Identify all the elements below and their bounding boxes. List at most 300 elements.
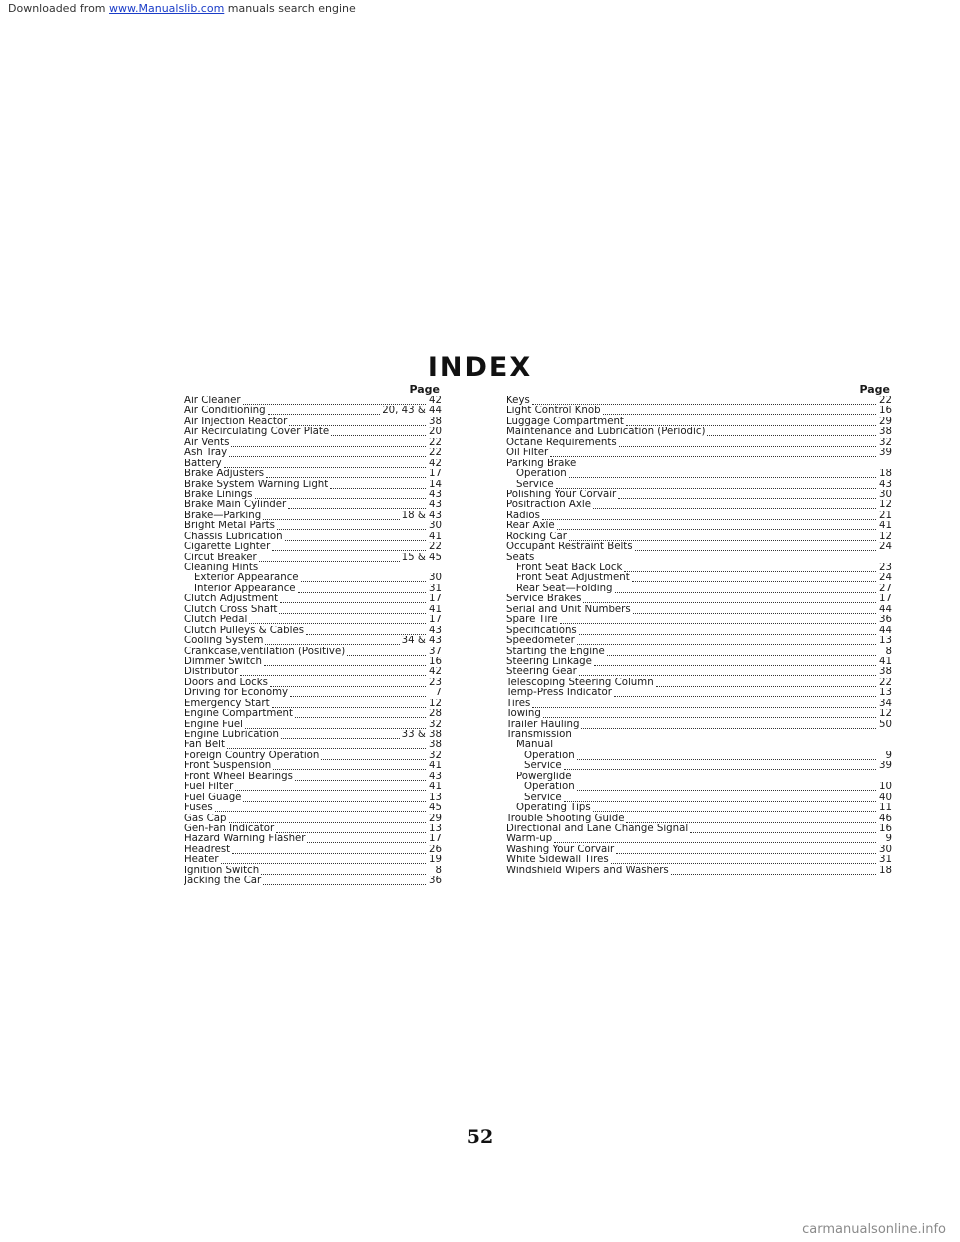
index-entry	[184, 751, 442, 761]
entry-label: Engine Lubrication	[184, 730, 279, 740]
entry-page: 42	[429, 396, 442, 406]
leader-dots	[295, 710, 426, 718]
entry-page: 8	[435, 865, 442, 876]
index-list-left	[184, 396, 442, 887]
entry-page: 29	[429, 813, 442, 824]
leader-dots	[272, 543, 426, 551]
entry-page: 39	[879, 448, 892, 459]
leader-dots	[224, 460, 426, 468]
index-entry	[506, 532, 892, 542]
leader-dots	[306, 627, 426, 635]
leader-dots	[331, 428, 426, 436]
index-entry	[184, 448, 442, 458]
entry-page: 34 & 43	[401, 636, 442, 647]
index-entry	[506, 438, 892, 448]
leader-dots	[632, 574, 876, 582]
entry-page: 18	[879, 865, 892, 876]
entry-page: 42	[429, 667, 442, 678]
index-entry	[184, 490, 442, 500]
index-entry	[506, 845, 892, 855]
entry-page: 16	[879, 823, 892, 834]
entry-page: 43	[429, 625, 442, 636]
leader-dots	[554, 835, 876, 843]
entry-page: 24	[879, 573, 892, 584]
index-entry	[184, 647, 442, 657]
entry-page: 22	[429, 448, 442, 459]
entry-label: Steering Gear	[506, 667, 577, 678]
entry-label: Exterior Appearance	[194, 573, 299, 584]
index-list-right	[506, 396, 892, 876]
leader-dots	[560, 616, 876, 624]
entry-label: Dimmer Switch	[184, 656, 262, 667]
page-number: 52	[466, 1126, 494, 1148]
index-entry	[184, 803, 442, 813]
index-entry	[184, 720, 442, 730]
index-entry	[506, 772, 892, 782]
index-entry	[184, 553, 442, 563]
entry-page: 12	[879, 531, 892, 542]
leader-dots	[229, 449, 426, 457]
entry-label: Octane Requirements	[506, 437, 617, 448]
entry-page: 41	[879, 656, 892, 667]
entry-page: 23	[879, 563, 892, 573]
index-entry	[184, 866, 442, 876]
index-entry	[506, 678, 892, 688]
entry-label: Trouble Shooting Guide	[506, 813, 625, 824]
entry-label: Foreign Country Operation	[184, 750, 320, 761]
leader-dots	[245, 721, 426, 729]
leader-dots	[626, 815, 876, 823]
entry-label: Jacking the Car	[184, 876, 262, 887]
entry-label: Front Seat Back Lock	[516, 563, 623, 573]
index-entry	[506, 417, 892, 427]
index-entry	[506, 605, 892, 615]
entry-page: 30	[879, 844, 892, 855]
entry-label: Light Control Knob	[506, 406, 601, 417]
index-entry	[184, 594, 442, 604]
entry-page: 32	[429, 750, 442, 761]
index-entry	[506, 855, 892, 865]
index-entry	[506, 720, 892, 730]
leader-dots	[276, 825, 426, 833]
entry-label: Warm-up	[506, 834, 553, 845]
index-entry	[506, 427, 892, 437]
entry-page: 9	[885, 750, 892, 761]
entry-page: 41	[429, 604, 442, 615]
entry-label: Brake Adjusters	[184, 469, 265, 480]
index-entry	[184, 709, 442, 719]
index-entry	[184, 542, 442, 552]
entry-label: Service Brakes	[506, 594, 582, 605]
leader-dots	[577, 783, 876, 791]
index-title: INDEX	[427, 352, 533, 383]
entry-page: 22	[429, 542, 442, 553]
entry-page: 30	[429, 573, 442, 584]
index-entry	[506, 542, 892, 552]
leader-dots	[229, 815, 426, 823]
entry-page: 13	[879, 688, 892, 699]
leader-dots	[619, 439, 876, 447]
leader-dots	[611, 856, 876, 864]
entry-page: 37	[429, 646, 442, 657]
leader-dots	[577, 637, 876, 645]
entry-page: 21	[879, 510, 892, 521]
index-entry	[184, 427, 442, 437]
manualslib-link[interactable]: www.Manualslib.com	[109, 2, 225, 15]
leader-dots	[635, 543, 876, 551]
entry-page: 31	[429, 583, 442, 594]
leader-dots	[277, 522, 426, 530]
entry-label: Steering Linkage	[506, 656, 592, 667]
index-entry	[506, 573, 892, 583]
entry-label: Rocking Car	[506, 531, 567, 542]
leader-dots	[221, 856, 426, 864]
entry-page: 13	[429, 792, 442, 803]
leader-dots	[593, 501, 876, 509]
entry-label: Air Conditioning	[184, 406, 266, 417]
leader-dots	[243, 794, 426, 802]
entry-page: 33 & 38	[401, 730, 442, 740]
entry-page: 9	[885, 834, 892, 845]
index-entry	[506, 480, 892, 490]
entry-page: 26	[429, 844, 442, 855]
leader-dots	[264, 658, 426, 666]
index-entry	[506, 751, 892, 761]
entry-label: Ash Tray	[184, 448, 228, 459]
index-entry	[184, 406, 442, 416]
leader-dots	[556, 481, 876, 489]
index-entry	[184, 511, 442, 521]
index-entry	[184, 855, 442, 865]
entry-label: Emergency Start	[184, 698, 270, 709]
leader-dots	[307, 835, 426, 843]
entry-page: 13	[879, 636, 892, 647]
leader-dots	[290, 689, 426, 697]
leader-dots	[301, 574, 426, 582]
leader-dots	[347, 648, 426, 656]
index-entry	[184, 688, 442, 698]
banner-prefix: Downloaded from	[8, 2, 110, 15]
leader-dots	[265, 637, 399, 645]
leader-dots	[564, 794, 876, 802]
entry-page: 30	[429, 521, 442, 532]
leader-dots	[215, 804, 426, 812]
entry-label: Positraction Axle	[506, 500, 592, 511]
entry-label: Service	[524, 761, 562, 772]
entry-page: 12	[879, 500, 892, 511]
index-entry	[506, 782, 892, 792]
entry-label: Seats	[506, 552, 535, 563]
leader-dots	[227, 741, 426, 749]
leader-dots	[690, 825, 876, 833]
entry-page: 32	[879, 437, 892, 448]
entry-label: Occupant Restraint Belts	[506, 542, 633, 553]
entry-label: Keys	[506, 396, 530, 406]
entry-page: 31	[879, 855, 892, 866]
leader-dots	[624, 564, 876, 572]
index-entry	[184, 563, 442, 573]
index-entry	[184, 782, 442, 792]
index-entry	[506, 406, 892, 416]
index-entry	[184, 814, 442, 824]
entry-label: Specifications	[506, 625, 577, 636]
index-entry	[184, 459, 442, 469]
entry-page: 29	[879, 416, 892, 427]
entry-page: 19	[429, 855, 442, 866]
leader-dots	[231, 439, 426, 447]
entry-page: 36	[429, 876, 442, 887]
index-entry	[506, 584, 892, 594]
index-entry	[506, 688, 892, 698]
entry-page: 28	[429, 709, 442, 720]
leader-dots	[707, 428, 876, 436]
index-entry	[184, 626, 442, 636]
entry-label: Operation	[524, 782, 575, 793]
entry-page: 45	[429, 803, 442, 814]
entry-page: 39	[879, 761, 892, 772]
entry-label: Rear Axle	[506, 521, 555, 532]
leader-dots	[263, 877, 426, 885]
leader-dots	[577, 752, 876, 760]
index-entry	[184, 730, 442, 740]
entry-page: 7	[435, 688, 442, 699]
leader-dots	[268, 407, 381, 415]
entry-label: Tires	[506, 698, 531, 709]
leader-dots	[671, 867, 876, 875]
leader-dots	[543, 710, 876, 718]
entry-label: Clutch Adjustment	[184, 594, 279, 605]
entry-label: Speedometer	[506, 636, 575, 647]
index-entry	[506, 824, 892, 834]
entry-label: Hazard Warning Flasher	[184, 834, 306, 845]
entry-label: White Sidewall Tires	[506, 855, 609, 866]
entry-label: Cigarette Lighter	[184, 542, 271, 553]
entry-label: Powerglide	[516, 771, 572, 782]
entry-page: 14	[429, 479, 442, 490]
entry-page: 43	[429, 500, 442, 511]
entry-page: 38	[879, 667, 892, 678]
leader-dots	[614, 689, 876, 697]
entry-label: Operating Tips	[516, 803, 591, 814]
index-entry	[184, 761, 442, 771]
entry-label: Engine Fuel	[184, 719, 244, 730]
entry-label: Transmission	[506, 730, 572, 740]
entry-label: Distributor	[184, 667, 239, 678]
leader-dots	[280, 595, 426, 603]
entry-label: Gas Cap	[184, 813, 227, 824]
leader-dots	[579, 627, 876, 635]
entry-label: Operation	[524, 750, 575, 761]
entry-label: Clutch Cross Shaft	[184, 604, 278, 615]
index-entry	[184, 615, 442, 625]
index-entry	[184, 657, 442, 667]
entry-label: Trailer Hauling	[506, 719, 580, 730]
index-entry	[506, 490, 892, 500]
entry-page: 43	[879, 479, 892, 490]
leader-dots	[550, 449, 876, 457]
entry-label: Fuel Guage	[184, 792, 242, 803]
index-entry	[184, 699, 442, 709]
entry-page: 17	[429, 469, 442, 480]
entry-label: Radios	[506, 510, 540, 521]
entry-label: Bright Metal Parts	[184, 521, 275, 532]
leader-dots	[232, 846, 426, 854]
index-entry	[184, 396, 442, 406]
entry-label: Brake—Parking	[184, 510, 262, 521]
entry-label: Polishing Your Corvair	[506, 489, 617, 500]
leader-dots	[581, 721, 876, 729]
leader-dots	[542, 512, 876, 520]
index-column-right	[506, 384, 892, 876]
entry-page: 30	[879, 489, 892, 500]
index-entry	[506, 469, 892, 479]
entry-page: 16	[429, 656, 442, 667]
leader-dots	[298, 585, 426, 593]
index-entry	[184, 834, 442, 844]
leader-dots	[593, 804, 876, 812]
index-entry	[506, 459, 892, 469]
entry-page: 18 & 43	[401, 510, 442, 521]
entry-page: 15 & 45	[401, 552, 442, 563]
leader-dots	[266, 470, 426, 478]
entry-label: Washing Your Corvair	[506, 844, 615, 855]
index-entry	[506, 563, 892, 573]
entry-page: 41	[879, 521, 892, 532]
entry-label: Windshield Wipers and Washers	[506, 865, 669, 876]
entry-page: 38	[879, 427, 892, 438]
index-entry	[506, 448, 892, 458]
entry-label: Spare Tire	[506, 615, 558, 626]
index-entry	[506, 657, 892, 667]
leader-dots	[261, 867, 426, 875]
index-entry	[506, 699, 892, 709]
index-entry	[184, 845, 442, 855]
entry-page: 43	[429, 489, 442, 500]
leader-dots	[279, 606, 426, 614]
leader-dots	[616, 846, 876, 854]
index-entry	[184, 793, 442, 803]
entry-page: 42	[429, 458, 442, 469]
entry-page: 10	[879, 782, 892, 793]
leader-dots	[321, 752, 426, 760]
entry-label: Engine Compartment	[184, 709, 293, 720]
entry-page: 17	[879, 594, 892, 605]
entry-label: Brake Linings	[184, 489, 253, 500]
index-entry	[184, 417, 442, 427]
banner-suffix: manuals search engine	[224, 2, 356, 15]
index-entry	[506, 761, 892, 771]
leader-dots	[330, 481, 426, 489]
index-entry	[184, 584, 442, 594]
entry-label: Chassis Lubrication	[184, 531, 283, 542]
entry-label: Manual	[516, 740, 554, 751]
entry-label: Headrest	[184, 844, 231, 855]
leader-dots	[272, 700, 426, 708]
entry-label: Driving for Economy	[184, 688, 289, 699]
leader-dots	[281, 731, 400, 739]
entry-page: 11	[879, 803, 892, 814]
index-entry	[506, 594, 892, 604]
leader-dots	[273, 762, 426, 770]
entry-label: Service	[516, 479, 554, 490]
entry-label: Clutch Pedal	[184, 615, 248, 626]
entry-page: 8	[885, 646, 892, 657]
index-entry	[506, 647, 892, 657]
entry-label: Front Wheel Bearings	[184, 771, 293, 782]
index-entry	[506, 803, 892, 813]
entry-label: Serial and Unit Numbers	[506, 604, 631, 615]
index-entry	[184, 500, 442, 510]
entry-page: 24	[879, 542, 892, 553]
entry-label: Rear Seat—Folding	[516, 583, 613, 594]
entry-page: 13	[429, 823, 442, 834]
entry-label: Fuses	[184, 803, 213, 814]
index-entry	[184, 636, 442, 646]
entry-label: Oil Filter	[506, 448, 549, 459]
leader-dots	[295, 773, 426, 781]
entry-label: Interior Appearance	[194, 583, 296, 594]
leader-dots	[569, 470, 876, 478]
entry-page: 38	[429, 740, 442, 751]
index-entry	[184, 480, 442, 490]
entry-label: Air Cleaner	[184, 396, 241, 406]
entry-label: Telescoping Steering Column	[506, 677, 654, 688]
index-entry	[184, 772, 442, 782]
leader-dots	[285, 533, 426, 541]
entry-label: Doors and Locks	[184, 677, 268, 688]
entry-page: 44	[879, 604, 892, 615]
leader-dots	[594, 658, 876, 666]
footer-watermark: carmanualsonline.info	[802, 1222, 946, 1237]
entry-label: Starting the Engine	[506, 646, 605, 657]
index-entry	[506, 553, 892, 563]
entry-page: 12	[429, 698, 442, 709]
index-entry	[506, 396, 892, 406]
index-entry	[184, 824, 442, 834]
index-entry	[506, 500, 892, 510]
leader-dots	[288, 501, 426, 509]
index-column-left	[184, 384, 442, 887]
entry-page: 20, 43 & 44	[382, 406, 442, 417]
index-entry	[184, 605, 442, 615]
leader-dots	[579, 668, 876, 676]
index-entry	[506, 626, 892, 636]
index-entry	[506, 511, 892, 521]
leader-dots	[618, 491, 876, 499]
entry-page: 36	[879, 615, 892, 626]
leader-dots	[569, 533, 876, 541]
index-entry	[506, 834, 892, 844]
entry-page: 38	[429, 416, 442, 427]
leader-dots	[532, 700, 876, 708]
leader-dots	[633, 606, 876, 614]
index-entry	[506, 814, 892, 824]
leader-dots	[656, 679, 876, 687]
page-column-header: Page	[409, 383, 440, 396]
index-entry	[184, 469, 442, 479]
index-entry	[506, 636, 892, 646]
entry-label: Front Seat Adjustment	[516, 573, 630, 584]
index-entry	[184, 876, 442, 886]
entry-label: Gen-Fan Indicator	[184, 823, 275, 834]
entry-page: 34	[879, 698, 892, 709]
leader-dots	[235, 783, 426, 791]
entry-page: 23	[429, 677, 442, 688]
index-entry	[184, 532, 442, 542]
leader-dots	[615, 585, 877, 593]
entry-label: Air Recirculating Cover Plate	[184, 427, 330, 438]
entry-page: 20	[429, 427, 442, 438]
